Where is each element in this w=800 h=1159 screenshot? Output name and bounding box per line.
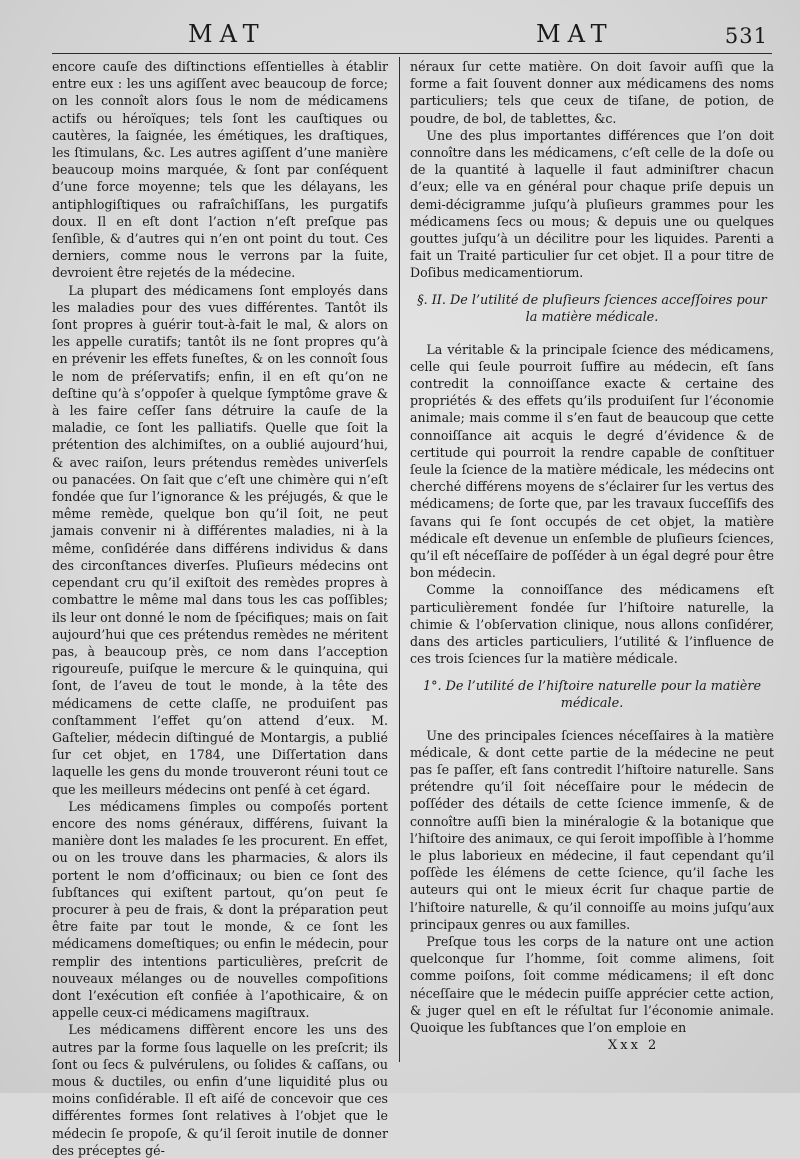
paragraph: néraux ſur cette matière. On doit ſavoir auſſi que la forme a fait ſouvent donner aux médicamens des noms particuliers; tels que ceux de tiſane, de potion, de poudre, de bol, de tablettes, &c. — [410, 59, 774, 126]
section-heading: §. II. De l’utilité de pluſieurs ſciences acceſſoires pour la matière médicale. — [417, 292, 767, 325]
paragraph: La plupart des médicamens ſont employés dans les maladies pour des vues différentes. Tantôt ils ſont propres à guérir tout-à-fait le mal, & alors on les appelle curatifs; tantôt ils ne ſont propres qu’à en prévenir les effets funeſtes, & on les connoît ſous le nom de préſervatifs; enfin, il en eſt qu’on ne deſtine qu’à s’oppoſer à quelque ſymptôme grave & à les faire ceſſer ſans détruire la cauſe de la maladie, ce ſont les palliatifs. Quelle que ſoit la prétention des alchimiſtes, on a oublié aujourd’hui, & avec raiſon, leurs prétendus remèdes univerſels ou panacées. On ſait que c’eſt une chimère qui n’eſt fondée que ſur l’ignorance & les préjugés, & que le même remède, quelque bon qu’il ſoit, ne peut jamais convenir ni à différentes maladies, ni à la même, conſidérée dans différens individus & dans des circonſtances diverſes. Pluſieurs médecins ont cependant cru qu’il exiſtoit des remèdes propres à combattre le même mal dans tous les cas poſſibles; ils leur ont donné le nom de ſpécifiques; mais on ſait aujourd’hui que ces prétendus remèdes ne méritent pas, à beaucoup près, ce nom dans l’acception rigoureuſe, puiſque le mercure & le quinquina, qui ſont, de l’aveu de tout le monde, à la tête des médicamens de cette claſſe, ne produiſent pas conſtamment l’effet qu’on attend d’eux. M. Gaſtelier, médecin diſtingué de Montargis, a publié ſur cet objet, en 1784, une Diſſertation dans laquelle les gens du monde trouveront réuni tout ce que les meilleurs médecins ont penſé à cet égard. — [52, 282, 388, 797]
running-head-left: MAT — [188, 20, 266, 48]
paragraph: Les médicamens diffèrent encore les uns des autres par la forme ſous laquelle on les preſcrit; ils ſont ou ſecs & pulvérulens, ou ſolides & caſſans, ou mous & ductiles, ou enfin d’une liquidité plus ou moins conſidérable. Il eſt aiſé de concevoir que ces différentes formes ſont relatives à l’objet que le médecin ſe propoſe, & qu’il ſeroit inutile de donner des préceptes gé- — [52, 1022, 388, 1158]
signature-catchword: Xxx 2 — [608, 1038, 660, 1053]
subsection-heading: 1°. De l’utilité de l’hiſtoire naturelle pour la matière médicale. — [422, 678, 762, 711]
header-rule — [52, 53, 772, 54]
paragraph: encore cauſe des diſtinctions eſſentielles à établir entre eux : les uns agiſſent avec beaucoup de force; on les connoît alors ſous le nom de médicamens actifs ou héroïques; tels ſont les cauſtiques ou cautères, la ſaignée, les émétiques, les draſtiques, les ſtimulans, &c. Les autres agiſſent d’une manière beaucoup moins marquée, & ſont par conſéquent d’une force moyenne; tels que les délayans, les antiphlogiſtiques ou rafraîchiſſans, les purgatifs doux. Il en eſt dont l’action n’eſt preſque pas ſenſible, & d’autres qui n’en ont point du tout. Ces derniers, comme nous le verrons par la ſuite, devroient être rejetés de la médecine. — [52, 59, 388, 281]
paragraph: Preſque tous les corps de la nature ont une action quelconque ſur l’homme, ſoit comme alimens, ſoit comme poiſons, ſoit comme médicamens; il eſt donc néceſſaire que le médecin puiſſe apprécier cette action, & juger quel en eſt le réſultat ſur l’économie animale. Quoique les ſubſtances que l’on emploie en — [410, 933, 774, 1035]
column-divider — [399, 57, 400, 1062]
paragraph: Comme la connoiſſance des médicamens eſt particulièrement fondée ſur l’hiſtoire naturelle, la chimie & l’obſervation clinique, nous allons conſidérer, dans des articles particuliers, l’utilité & l’influence de ces trois ſciences ſur la matière médicale. — [410, 582, 774, 667]
running-head-right: MAT — [536, 20, 614, 48]
left-column — [52, 58, 388, 1159]
page-number: 531 — [724, 24, 768, 48]
paragraph: La véritable & la principale ſcience des médicamens, celle qui ſeule pourroit ſuffire au médecin, eſt ſans contredit la connoiſſance exacte & certaine des propriétés & des effets qu’ils produiſent ſur l’économie animale; mais comme il s’en faut de beaucoup que cette connoiſſance ait acquis le degré d’évidence & de certitude qui pourroit la rendre capable de conſtituer ſeule la ſcience de la matière médicale, les médecins ont cherché différens moyens de s’éclairer ſur les vertus des médicamens; de ſorte que, par les travaux ſucceſſifs des ſavans qui ſe ſont occupés de cet objet, la matière médicale eſt devenue un enſemble de pluſieurs ſciences, qu’il eſt néceſſaire de poſſéder à un égal degré pour être bon médecin. — [410, 341, 774, 581]
paragraph: Les médicamens ſimples ou compoſés portent encore des noms généraux, différens, ſuivant la manière dont les malades ſe les procurent. En effet, ou on les trouve dans les pharmacies, & alors ils portent le nom d’officinaux; ou bien ce ſont des ſubſtances qui exiſtent partout, qu’on peut ſe procurer à peu de frais, & dont la préparation peut être faite par tout le monde, & ce ſont les médicamens domeſtiques; ou enfin le médecin, pour remplir des intentions particulières, preſcrit de nouveaux mélanges ou de nouvelles compoſitions dont l’exécution eſt confiée à l’apothicaire, & on appelle ceux-ci médicamens magiſtraux. — [52, 798, 388, 1021]
paragraph: Une des principales ſciences néceſſaires à la matière médicale, & dont cette partie de la médecine ne peut pas ſe paſſer, eſt ſans contredit l’hiſtoire naturelle. Sans prétendre qu’il ſoit néceſſaire pour le médecin de poſſéder des détails de cette ſcience immenſe, & de connoître auſſi bien la minéralogie & la botanique que l’hiſtoire des animaux, ce qui ſeroit impoſſible à l’homme le plus laborieux en médecine, il faut cependant qu’il poſſède les élémens de cette ſcience, qu’il ſache les auteurs qui ont le mieux écrit ſur chaque partie de l’hiſtoire naturelle, & qu’il connoiſſe au moins juſqu’aux principaux genres ou aux familles. — [410, 727, 774, 932]
paragraph: Une des plus importantes différences que l’on doit connoître dans les médicamens, c’eſt celle de la doſe ou de la quantité à laquelle il faut adminiſtrer chacun d’eux; elle va en général pour chaque priſe depuis un demi-décigramme juſqu’à pluſieurs grammes pour les médicamens ſecs ou mous; & depuis une ou quelques gouttes juſqu’à un décilitre pour les liquides. Parenti a fait un Traité particulier ſur cet objet. Il a pour titre de Doſibus medicamentiorum. — [410, 127, 774, 281]
right-column — [410, 58, 774, 1036]
